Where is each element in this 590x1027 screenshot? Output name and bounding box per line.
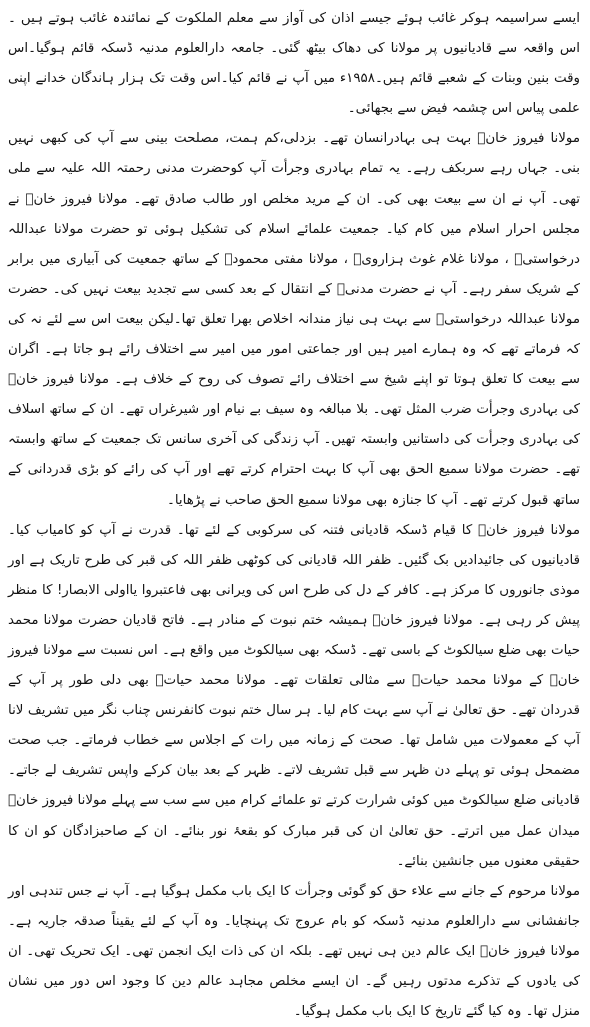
paragraph-1: ایسے سراسیمہ ہوکر غائب ہوئے جیسے اذان کی آواز سے معلم الملکوت کے نمائندہ غائب ہوتے ہیں ۔اس واقعہ سے قادیانیوں پر مولانا کی دھاک بیٹھ گئی۔ جامعہ دارالعلوم مدنیہ ڈسکہ قائم ہوگیا۔اس وقت بنین وبنات کے شعبے قائم ہیں۔۱۹۵۸ء میں آپ نے قائم کیا۔اس وقت تک ہزار ہاندگان خدانے اپنی علمی پیاس اس چشمہ فیض سے بجھائی۔ [8, 11, 580, 117]
paragraph-4: مولانا مرحوم کے جانے سے علاء حق کو گوئی وجرأت کا ایک باب مکمل ہوگیا ہے۔ آپ نے جس تندہی اور جانفشانی سے دارالعلوم مدنیہ ڈسکہ کو بام عروج تک پہنچایا۔ وہ آپ کے لئے یقیناً صدقہ جاریہ ہے۔ مولانا فیروز خانؒ ایک عالم دین ہی نہیں تھے۔ بلکہ ان کی ذات ایک انجمن تھی۔ ایک تحریک تھی۔ ان کی یادوں کے تذکرے مدتوں رہیں گے۔ ان ایسے مخلص مجاہد عالم دین کا وجود اس دور میں نشان منزل تھا۔ وہ کیا گئے تاریخ کا ایک باب مکمل ہوگیا۔ [8, 883, 580, 1020]
paragraph-3: مولانا فیروز خانؒ کا قیام ڈسکہ قادیانی فتنہ کی سرکوبی کے لئے تھا۔ قدرت نے آپ کو کامیاب کیا۔ قادیانیوں کی جائیدادیں بک گئیں۔ ظفر اللہ قادیانی کی کوٹھی ظفر اللہ کی قبر کی طرح تاریک ہے اور موذی جانوروں کا مرکز ہے۔ کافر کے دل کی طرح اس کی ویرانی بھی فاعتبروا یااولی الابصار! کا منظر پیش کر رہی ہے۔ مولانا فیروز خانؒ ہمیشہ ختم نبوت کے منادر ہے۔ فاتح قادیان حضرت مولانا محمد حیات بھی ضلع سیالکوٹ کے باسی تھے۔ ڈسکہ بھی سیالکوٹ میں واقع ہے۔ اس نسبت سے مولانا فیروز خانؒ کے مولانا محمد حیاتؒ سے مثالی تعلقات تھے۔ مولانا محمد حیاتؒ بھی دلی طور پر آپ کے قدردان تھے۔ حق تعالیٰ نے آپ سے بہت کام لیا۔ ہر سال ختم نبوت کانفرنس چناب نگر میں تشریف لانا آپ کے معمولات میں شامل تھا۔ صحت کے زمانہ میں رات کے اجلاس سے خطاب فرماتے۔ جب صحت مضمحل ہوئی تو پہلے دن ظہر سے قبل تشریف لاتے۔ ظہر کے بعد بیان کرکے واپس تشریف لے جاتے۔ قادیانی ضلع سیالکوٹ میں کوئی شرارت کرتے تو علمائے کرام میں سے سب سے پہلے مولانا فیروز خانؒ میدان عمل میں اترتے۔ حق تعالیٰ ان کی قبر مبارک کو بقعۂ نور بنائے۔ ان کے صاحبزادگان کو ان کا حقیقی معنوں میں جانشین بنائے۔ [8, 522, 580, 869]
paragraph-2: مولانا فیروز خانؒ بہت ہی بہادرانسان تھے۔ بزدلی،کم ہمت، مصلحت بینی سے آپ کی کبھی نہیں بنی۔ جہاں رہے سربکف رہے۔ یہ تمام بہادری وجرأت آپ کوحضرت مدنی رحمتہ اللہ علیہ سے ملی تھی۔ آپ نے ان سے بیعت بھی کی۔ ان کے مرید مخلص اور طالب صادق تھے۔ مولانا فیروز خانؒ نے مجلس احرار اسلام میں کام کیا۔ جمعیت علمائے اسلام کی تشکیل ہوئی تو حضرت مولانا عبداللہ درخواستیؒ ، مولانا غلام غوث ہزارویؒ ، مولانا مفتی محمودؒ کے ساتھ جمعیت کی آبیاری میں برابر کے شریک سفر رہے۔ آپ نے حضرت مدنیؒ کے انتقال کے بعد کسی سے تجدید بیعت نہیں کی۔ حضرت مولانا عبداللہ درخواستیؒ سے بہت ہی نیاز مندانہ اخلاص بھرا تعلق تھا۔لیکن بیعت اس سے لئے نہ کی کہ فرماتے تھے کہ وہ ہمارے امیر ہیں اور جماعتی امور میں امیر سے اختلاف رائے ہو جاتا ہے۔ اگران سے بیعت کا تعلق ہوتا تو اپنے شیخ سے اختلاف رائے تصوف کی روح کے خلاف ہے۔ مولانا فیروز خانؒ کی بہادری وجرأت ضرب المثل تھی۔ بلا مبالغہ وہ سیف بے نیام اور شیرغراں تھے۔ ان کے ساتھ اسلاف کی بہادری وجرأت کی داستانیں وابستہ تھیں۔ آپ زندگی کی آخری سانس تک جمعیت کے ساتھ وابستہ تھے۔ حضرت مولانا سمیع الحق بھی آپ کا بہت احترام کرتے تھے اور آپ کی رائے کو بڑی قدردانی کے ساتھ قبول کرتے تھے۔ آپ کا جنازہ بھی مولانا سمیع الحق صاحب نے پڑھایا۔ [8, 131, 580, 508]
article-body [8, 4, 580, 1027]
